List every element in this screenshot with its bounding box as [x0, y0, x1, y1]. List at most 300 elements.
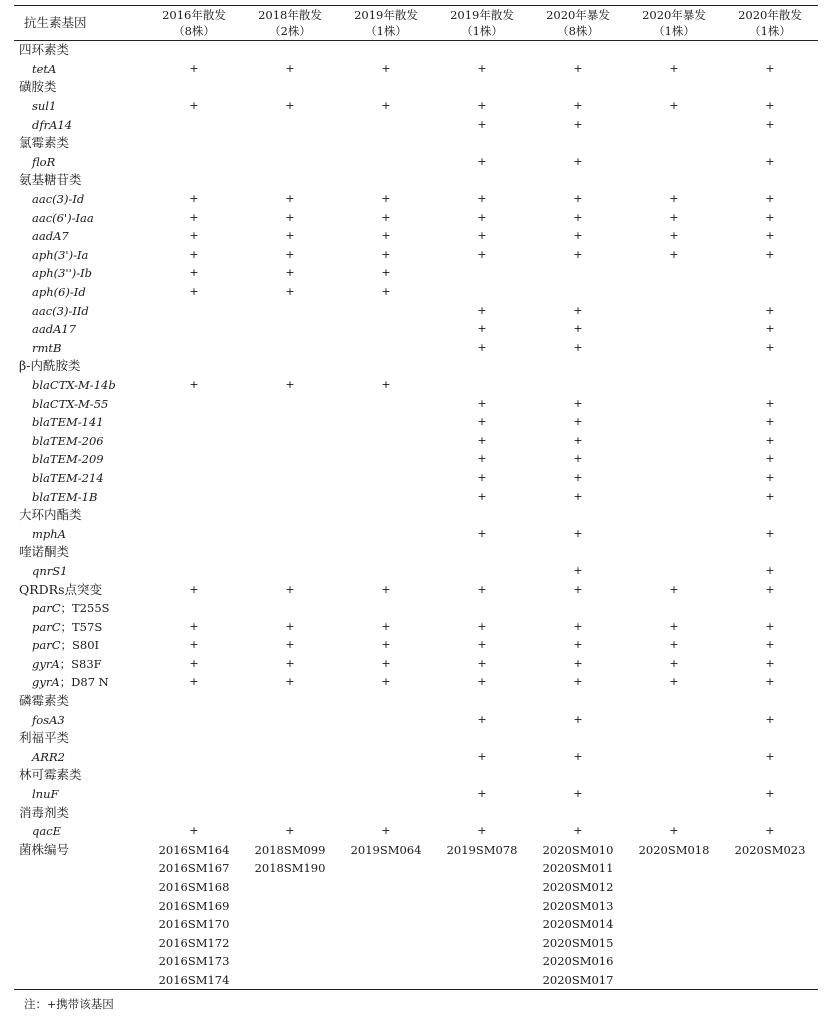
strain-id — [626, 896, 722, 915]
presence-mark — [242, 431, 338, 450]
presence-mark — [530, 543, 626, 562]
strain-id — [338, 878, 434, 897]
presence-mark — [626, 134, 722, 153]
presence-mark: + — [477, 154, 487, 168]
strain-id — [722, 971, 818, 990]
gene-row — [14, 394, 818, 413]
presence-mark — [434, 41, 530, 60]
gene-label — [14, 431, 146, 450]
strain-id — [242, 896, 338, 915]
gene-label — [14, 413, 146, 432]
presence-mark — [626, 339, 722, 358]
category-row — [14, 580, 818, 599]
presence-mark — [626, 692, 722, 711]
presence-mark — [146, 357, 242, 376]
presence-mark — [338, 41, 434, 60]
presence-mark — [626, 301, 722, 320]
gene-label — [14, 655, 146, 674]
presence-mark — [530, 41, 626, 60]
presence-mark — [626, 394, 722, 413]
presence-mark: + — [477, 247, 487, 261]
gene-name: fosA3 — [32, 712, 65, 727]
presence-mark: + — [573, 303, 583, 317]
presence-mark: + — [477, 619, 487, 633]
strain-label — [14, 915, 146, 934]
presence-mark: + — [477, 229, 487, 243]
presence-mark — [626, 748, 722, 767]
presence-mark: + — [669, 229, 679, 243]
strain-id — [242, 934, 338, 953]
gene-name: qacE — [32, 824, 62, 839]
gene-name: mphA — [32, 526, 66, 541]
presence-mark: + — [765, 154, 775, 168]
table-header — [14, 6, 818, 41]
presence-mark — [434, 506, 530, 525]
strain-row — [14, 934, 818, 953]
presence-mark — [146, 394, 242, 413]
gene-label — [14, 376, 146, 395]
presence-mark: + — [765, 415, 775, 429]
gene-name: gyrA — [32, 656, 60, 671]
gene-name: blaCTX-M-14b — [32, 377, 116, 392]
strain-id: 2016SM168 — [158, 880, 230, 895]
presence-mark: + — [189, 285, 199, 299]
gene-label — [14, 469, 146, 488]
presence-mark: + — [765, 340, 775, 354]
presence-mark: + — [765, 99, 775, 113]
presence-mark — [434, 264, 530, 283]
presence-mark: + — [765, 452, 775, 466]
presence-mark: + — [765, 526, 775, 540]
strain-label — [14, 878, 146, 897]
gene-name: sul1 — [32, 99, 57, 114]
presence-mark — [242, 320, 338, 339]
presence-mark — [530, 357, 626, 376]
presence-mark — [242, 543, 338, 562]
presence-mark: + — [765, 675, 775, 689]
table-note — [14, 996, 818, 1012]
presence-mark: + — [477, 117, 487, 131]
strain-id: 2020SM012 — [542, 880, 614, 895]
presence-mark — [338, 78, 434, 97]
presence-mark: + — [477, 322, 487, 336]
gene-name: aadA17 — [32, 322, 77, 337]
strain-label — [14, 934, 146, 953]
strain-id — [626, 859, 722, 878]
presence-mark — [146, 450, 242, 469]
presence-mark: + — [477, 489, 487, 503]
presence-mark — [146, 562, 242, 581]
presence-mark — [146, 301, 242, 320]
category-label — [14, 766, 146, 785]
presence-mark — [530, 506, 626, 525]
presence-mark — [338, 692, 434, 711]
gene-name: aac(3)-Id — [32, 192, 85, 207]
gene-row — [14, 655, 818, 674]
presence-mark — [434, 78, 530, 97]
strain-id — [338, 859, 434, 878]
category-label — [14, 357, 146, 376]
header-group-count: （2株） — [269, 24, 311, 38]
presence-mark: + — [573, 619, 583, 633]
presence-mark: + — [765, 749, 775, 763]
presence-mark: + — [189, 656, 199, 670]
category-row — [14, 803, 818, 822]
presence-mark — [626, 766, 722, 785]
strain-id — [338, 952, 434, 971]
presence-mark — [626, 171, 722, 190]
presence-mark: + — [189, 266, 199, 280]
presence-mark — [722, 376, 818, 395]
presence-mark — [626, 357, 722, 376]
presence-mark: + — [477, 582, 487, 596]
presence-mark: + — [669, 61, 679, 75]
gene-row — [14, 785, 818, 804]
presence-mark — [146, 766, 242, 785]
presence-mark: + — [573, 340, 583, 354]
presence-mark — [722, 357, 818, 376]
presence-mark — [242, 301, 338, 320]
presence-mark — [434, 766, 530, 785]
presence-mark: + — [765, 712, 775, 726]
presence-mark: + — [765, 303, 775, 317]
presence-mark — [434, 171, 530, 190]
gene-row — [14, 246, 818, 265]
presence-mark: + — [669, 192, 679, 206]
presence-mark: + — [573, 470, 583, 484]
strain-label — [14, 896, 146, 915]
category-row — [14, 506, 818, 525]
presence-mark — [722, 506, 818, 525]
header-group-7 — [722, 6, 818, 41]
presence-mark — [722, 729, 818, 748]
category-row — [14, 134, 818, 153]
presence-mark: + — [285, 824, 295, 838]
strain-id — [242, 971, 338, 990]
presence-mark — [146, 115, 242, 134]
table-body — [14, 41, 818, 990]
gene-row — [14, 413, 818, 432]
presence-mark: + — [381, 824, 391, 838]
presence-mark: + — [573, 210, 583, 224]
strain-id: 2018SM099 — [254, 842, 326, 857]
gene-label — [14, 524, 146, 543]
presence-mark — [434, 599, 530, 618]
strain-id: 2020SM011 — [542, 861, 614, 876]
gene-name: ARR2 — [32, 749, 65, 764]
gene-row — [14, 376, 818, 395]
presence-mark — [530, 283, 626, 302]
gene-label — [14, 246, 146, 265]
header-group-year: 2019年散发 — [354, 8, 418, 22]
strain-id: 2016SM170 — [158, 917, 230, 932]
gene-label — [14, 153, 146, 172]
presence-mark — [338, 301, 434, 320]
presence-mark: + — [381, 638, 391, 652]
strain-id: 2020SM018 — [638, 842, 710, 857]
strain-id — [626, 878, 722, 897]
gene-row — [14, 115, 818, 134]
gene-label — [14, 339, 146, 358]
presence-mark: + — [381, 285, 391, 299]
gene-row — [14, 487, 818, 506]
category-label — [14, 134, 146, 153]
presence-mark: + — [477, 675, 487, 689]
presence-mark — [338, 450, 434, 469]
strain-id — [626, 934, 722, 953]
presence-mark: + — [765, 322, 775, 336]
presence-mark — [338, 134, 434, 153]
presence-mark: + — [285, 99, 295, 113]
category-name: 氯霉素类 — [19, 135, 70, 151]
gene-row — [14, 301, 818, 320]
presence-mark — [338, 469, 434, 488]
presence-mark: + — [573, 582, 583, 596]
strain-id: 2016SM173 — [158, 954, 230, 969]
presence-mark — [338, 710, 434, 729]
gene-name: parC — [32, 638, 61, 653]
gene-label — [14, 785, 146, 804]
presence-mark: + — [189, 210, 199, 224]
category-row — [14, 729, 818, 748]
presence-mark — [722, 171, 818, 190]
gene-label — [14, 283, 146, 302]
strain-row — [14, 915, 818, 934]
presence-mark — [146, 710, 242, 729]
presence-mark: + — [765, 210, 775, 224]
strain-row — [14, 859, 818, 878]
presence-mark: + — [669, 638, 679, 652]
presence-mark: + — [669, 582, 679, 596]
presence-mark: + — [573, 322, 583, 336]
strain-id: 2020SM015 — [542, 935, 614, 950]
gene-row — [14, 227, 818, 246]
gene-row — [14, 617, 818, 636]
header-group-count: （8株） — [173, 24, 215, 38]
presence-mark — [722, 599, 818, 618]
presence-mark — [722, 283, 818, 302]
gene-name: aac(6')-Iaa — [32, 210, 94, 225]
presence-mark — [338, 599, 434, 618]
presence-mark: + — [189, 61, 199, 75]
strain-id — [434, 952, 530, 971]
presence-mark: + — [669, 247, 679, 261]
category-label — [14, 803, 146, 822]
presence-mark — [338, 394, 434, 413]
presence-mark: + — [189, 582, 199, 596]
presence-mark — [434, 357, 530, 376]
gene-row — [14, 60, 818, 79]
gene-label — [14, 301, 146, 320]
gene-name: aph(3')-Ia — [32, 247, 89, 262]
header-group-5 — [530, 6, 626, 41]
strain-id — [626, 915, 722, 934]
presence-mark — [242, 766, 338, 785]
presence-mark: + — [477, 99, 487, 113]
gene-name: aac(3)-IId — [32, 303, 89, 318]
presence-mark — [434, 543, 530, 562]
presence-mark — [722, 264, 818, 283]
presence-mark: + — [477, 210, 487, 224]
gene-row — [14, 431, 818, 450]
mutation-site: ；S83F — [59, 656, 102, 671]
presence-mark: + — [477, 470, 487, 484]
gene-row — [14, 339, 818, 358]
presence-mark — [146, 524, 242, 543]
presence-mark: + — [573, 526, 583, 540]
presence-mark — [242, 599, 338, 618]
presence-mark: + — [189, 675, 199, 689]
presence-mark — [146, 431, 242, 450]
strain-id — [338, 971, 434, 990]
presence-mark — [626, 729, 722, 748]
presence-mark: + — [669, 824, 679, 838]
presence-mark — [434, 562, 530, 581]
presence-mark: + — [573, 99, 583, 113]
presence-mark — [146, 599, 242, 618]
strain-row — [14, 878, 818, 897]
presence-mark — [626, 599, 722, 618]
presence-mark: + — [285, 61, 295, 75]
category-label — [14, 41, 146, 60]
presence-mark: + — [573, 675, 583, 689]
presence-mark: + — [285, 192, 295, 206]
header-group-3 — [338, 6, 434, 41]
presence-mark: + — [285, 656, 295, 670]
category-row — [14, 41, 818, 60]
presence-mark — [530, 78, 626, 97]
presence-mark — [146, 41, 242, 60]
header-group-6 — [626, 6, 722, 41]
gene-label — [14, 115, 146, 134]
presence-mark: + — [573, 656, 583, 670]
presence-mark — [626, 153, 722, 172]
presence-mark: + — [573, 247, 583, 261]
gene-name: parC — [32, 601, 61, 616]
category-name: 四环素类 — [19, 42, 70, 58]
gene-name: floR — [32, 154, 56, 169]
presence-mark — [722, 803, 818, 822]
strain-row — [14, 952, 818, 971]
presence-mark: + — [669, 210, 679, 224]
gene-label — [14, 394, 146, 413]
category-label — [14, 171, 146, 190]
presence-mark — [530, 171, 626, 190]
presence-mark: + — [285, 229, 295, 243]
strain-label: 菌株编号 — [19, 841, 70, 857]
presence-mark — [242, 562, 338, 581]
presence-mark — [242, 357, 338, 376]
presence-mark: + — [573, 396, 583, 410]
gene-row — [14, 748, 818, 767]
presence-mark: + — [477, 396, 487, 410]
presence-mark — [530, 264, 626, 283]
presence-mark: + — [765, 192, 775, 206]
presence-mark — [146, 748, 242, 767]
presence-mark: + — [765, 787, 775, 801]
header-group-count: （1株） — [749, 24, 791, 38]
presence-mark: + — [669, 99, 679, 113]
presence-mark — [242, 41, 338, 60]
category-name: 大环内酯类 — [19, 507, 82, 523]
strain-id: 2016SM169 — [158, 898, 230, 913]
presence-mark: + — [477, 749, 487, 763]
presence-mark — [338, 153, 434, 172]
presence-mark: + — [573, 638, 583, 652]
mutation-site: ；T255S — [60, 601, 110, 616]
category-name: 利福平类 — [19, 730, 70, 746]
gene-name: aph(6)-Id — [32, 285, 86, 300]
category-name: 氨基糖苷类 — [19, 172, 82, 188]
presence-mark: + — [189, 377, 199, 391]
presence-mark: + — [381, 656, 391, 670]
presence-mark: + — [285, 582, 295, 596]
presence-mark — [338, 562, 434, 581]
strain-id: 2016SM172 — [158, 935, 230, 950]
presence-mark: + — [285, 210, 295, 224]
category-name: β-内酰胺类 — [19, 358, 81, 374]
presence-mark — [530, 376, 626, 395]
strain-row — [14, 841, 818, 860]
presence-mark: + — [669, 619, 679, 633]
strain-label — [14, 952, 146, 971]
presence-mark — [530, 729, 626, 748]
presence-mark: + — [285, 619, 295, 633]
presence-mark: + — [765, 824, 775, 838]
presence-mark — [242, 710, 338, 729]
presence-mark — [626, 41, 722, 60]
presence-mark: + — [189, 247, 199, 261]
presence-mark — [242, 785, 338, 804]
presence-mark — [338, 171, 434, 190]
presence-mark: + — [477, 787, 487, 801]
presence-mark — [338, 431, 434, 450]
presence-mark — [338, 487, 434, 506]
mutation-site: ；S80I — [60, 638, 100, 653]
strain-id: 2016SM167 — [158, 861, 230, 876]
presence-mark: + — [573, 415, 583, 429]
header-group-2 — [242, 6, 338, 41]
category-label — [14, 506, 146, 525]
strain-row — [14, 896, 818, 915]
presence-mark: + — [573, 489, 583, 503]
presence-mark — [530, 599, 626, 618]
gene-row — [14, 208, 818, 227]
category-name: 磺胺类 — [19, 79, 57, 95]
gene-row — [14, 524, 818, 543]
presence-mark: + — [381, 247, 391, 261]
presence-mark — [722, 78, 818, 97]
header-group-year: 2020年散发 — [738, 8, 802, 22]
presence-mark: + — [765, 656, 775, 670]
presence-mark: + — [477, 638, 487, 652]
presence-mark — [626, 562, 722, 581]
strain-id — [242, 915, 338, 934]
presence-mark — [146, 543, 242, 562]
strain-id: 2020SM016 — [542, 954, 614, 969]
presence-mark — [626, 431, 722, 450]
presence-mark — [146, 413, 242, 432]
presence-mark — [434, 692, 530, 711]
gene-label — [14, 748, 146, 767]
strain-id: 2016SM174 — [146, 971, 242, 990]
header-group-year: 2019年散发 — [450, 8, 514, 22]
strain-id — [722, 878, 818, 897]
strain-id — [722, 934, 818, 953]
gene-name: rmtB — [32, 340, 62, 355]
gene-row — [14, 673, 818, 692]
presence-mark — [338, 729, 434, 748]
